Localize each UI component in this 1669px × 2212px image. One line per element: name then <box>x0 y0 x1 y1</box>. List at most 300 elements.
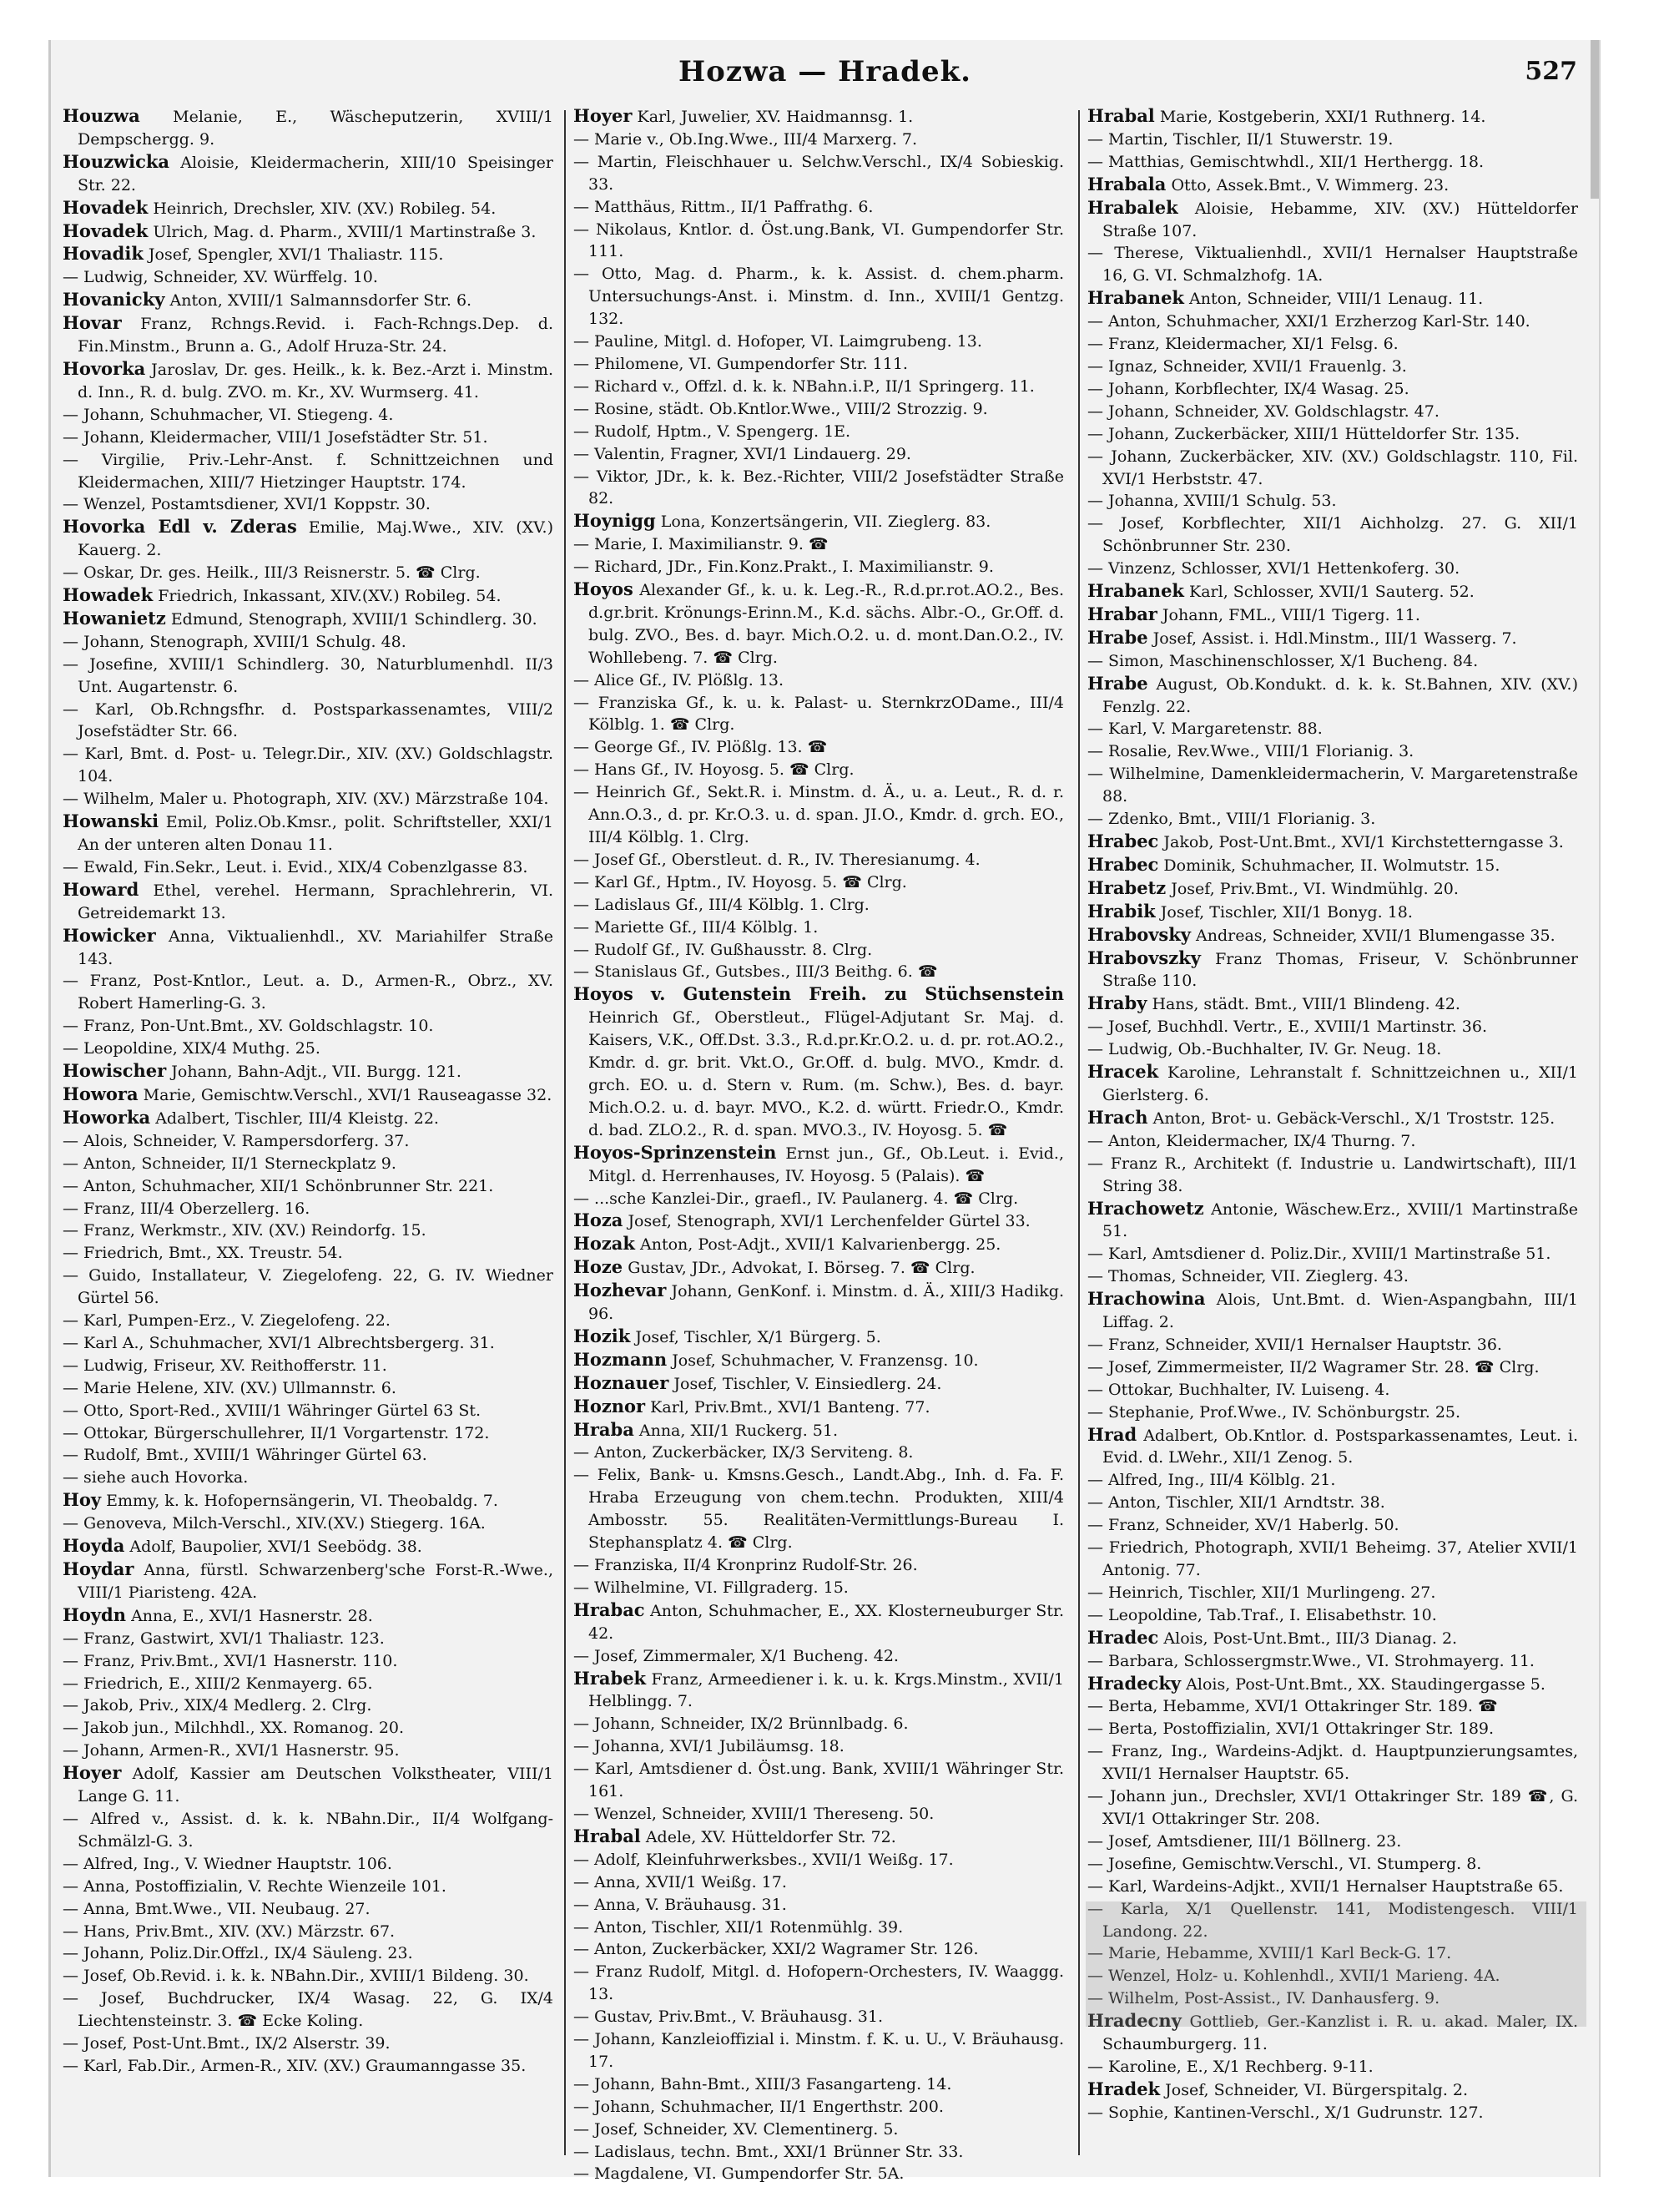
entry-details: — Richard v., Offzl. d. k. k. NBahn.i.P., II/1 Springerg. 11. <box>573 376 1035 396</box>
entry-surname: Hrad <box>1087 1423 1137 1445</box>
entry-details: — Josef, Buchdrucker, IX/4 Wasag. 22, G. IX/4 Liechtensteinstr. 3. ☎ Ecke Koling. <box>63 1989 553 2031</box>
directory-entry <box>1087 1876 1578 1898</box>
directory-entry <box>1087 311 1578 333</box>
entry-details: Melanie, E., Wäscheputzerin, XVIII/1 Dempschergg. 9. <box>78 108 553 149</box>
entry-details: — Hans, Priv.Bmt., XIV. (XV.) Märzstr. 67. <box>63 1922 396 1941</box>
entry-details: Edmund, Stenograph, XVIII/1 Schindlerg. 30. <box>170 609 537 629</box>
directory-entry <box>1087 1401 1578 1424</box>
entry-details: Anna, Viktualienhdl., XV. Mariahilfer Straße 143. <box>78 927 553 968</box>
directory-entry <box>1087 877 1578 901</box>
entry-details: August, Ob.Kondukt. d. k. k. St.Bahnen, XIV. (XV.) Fenzlg. 22. <box>1102 674 1578 716</box>
entry-details: Ernst jun., Gf., Ob.Leut. i. Evid., Mitgl. d. Herrenhauses, IV. Hoyosg. 5 (Palais). ☎ <box>588 1144 1064 1185</box>
entry-details: — Zdenko, Bmt., VIII/1 Florianig. 3. <box>1087 810 1376 829</box>
entry-surname: Hrabovszky <box>1087 947 1201 968</box>
entry-details: — Johann, Schuhmacher, II/1 Engerthstr. 200. <box>573 2097 944 2116</box>
entry-surname: Hradec <box>1087 1626 1159 1648</box>
directory-entry <box>1087 1379 1578 1401</box>
entry-details: — Franz, Kleidermacher, XI/1 Felsg. 6. <box>1087 335 1399 354</box>
directory-entry <box>1087 1265 1578 1288</box>
entry-details: — Otto, Mag. d. Pharm., k. k. Assist. d. chem.pharm. Untersuchungs-Anst. i. Minstm. d. Inn., XVIII/1 Gentzg. 132. <box>573 265 1064 329</box>
entry-details: — siehe auch Hovorka. <box>63 1468 249 1487</box>
entry-details: Anton, XVIII/1 Salmannsdorfer Str. 6. <box>169 291 472 311</box>
directory-entry <box>573 1713 1064 1735</box>
entry-details: — Karl A., Schuhmacher, XVI/1 Albrechtsbergerg. 31. <box>63 1333 495 1352</box>
directory-entry <box>1087 1650 1578 1673</box>
directory-entry <box>573 939 1064 962</box>
directory-entry <box>1087 2102 1578 2124</box>
entry-details: Hans, städt. Bmt., VIII/1 Blindeng. 42. <box>1152 995 1460 1014</box>
directory-entry <box>63 1332 553 1355</box>
entry-details: — Ludwig, Ob.-Buchhalter, IV. Gr. Neug. 18. <box>1087 1040 1442 1059</box>
directory-entry <box>1087 513 1578 558</box>
directory-entry <box>573 1210 1064 1233</box>
directory-entry <box>63 699 553 744</box>
entry-details: Lona, Konzertsängerin, VII. Zieglerg. 83. <box>660 513 991 532</box>
entry-details: Marie, Kostgeberin, XXI/1 Ruthnerg. 14. <box>1159 108 1486 126</box>
entry-details: Jaroslav, Dr. ges. Heilk., k. k. Bez.-Arzt i. Minstm. d. Inn., R. d. bulg. ZVO. m. Kr., XV. Wurmserg. 41. <box>78 360 553 401</box>
directory-entry <box>573 781 1064 849</box>
directory-entry <box>1087 1492 1578 1514</box>
entry-details: — Genoveva, Milch-Verschl., XIV.(XV.) Stiegerg. 16A. <box>63 1514 486 1533</box>
entry-details: — Karl, Pumpen-Erz., V. Ziegelofeng. 22. <box>63 1311 391 1331</box>
directory-entry <box>63 1444 553 1467</box>
directory-entry <box>63 266 553 289</box>
directory-entry <box>1087 1831 1578 1853</box>
entry-details: — Wilhelmine, Damenkleidermacherin, V. Margaretenstraße 88. <box>1087 765 1578 806</box>
entry-details: — Josefine, XVIII/1 Schindlerg. 30, Naturblumenhdl. II/3 Unt. Augartenstr. 6. <box>63 654 553 696</box>
entry-details: — Marie Helene, XIV. (XV.) Ullmannstr. 6. <box>63 1378 396 1397</box>
entry-details: Johann, GenKonf. i. Minstm. d. Ä., XIII/3 Hadikg. 96. <box>588 1282 1064 1324</box>
entry-details: Heinrich Gf., Oberstleut., Flügel-Adjutant Sr. Maj. d. Kaisers, V.K., Off.Dst. 3.3., R.d.pr.Kr.O.2. u. d. pr. rot.AO.2., Kmdr. d. gr. brit. Vkt.O., Gr.Off. d. bulg. MVO., Kmdr. d. grch. EO. u. d. Stern v. Rum. (m. Schw.), Bes. d. bayr. Mich.O.2. u. d. bayr. MVO., K.2. d. württ. Friedr.O., Kmdr. d. bad. ZLO.2., R. d. span. MVO.3., IV. Hoyosg. 5. ☎ <box>588 1008 1064 1139</box>
entry-details: Jakob, Post-Unt.Bmt., XVI/1 Kirchstetterngasse 3. <box>1163 833 1564 851</box>
directory-page <box>48 40 1601 2184</box>
entry-details: — Johann, Schuhmacher, VI. Stiegeng. 4. <box>63 405 394 424</box>
directory-entry <box>1087 1424 1578 1470</box>
directory-entry <box>1087 947 1578 993</box>
directory-entry <box>573 1142 1064 1188</box>
entry-details: Adalbert, Tischler, III/4 Kleistg. 22. <box>155 1109 439 1128</box>
directory-entry <box>573 2096 1064 2119</box>
entry-details: Gottlieb, Ger.-Kanzlist i. R. u. akad. Maler, IX. Schaumburgerg. 11. <box>1102 2013 1579 2054</box>
entry-details: Ethel, verehel. Hermann, Sprachlehrerin, VI. Getreidemarkt 13. <box>78 881 553 922</box>
directory-entry <box>63 220 553 244</box>
entry-details: — Karl, Fab.Dir., Armen-R., XIV. (XV.) Graumanngasse 35. <box>63 2056 527 2075</box>
entry-details: — Anton, Schuhmacher, XXI/1 Erzherzog Karl-Str. 140. <box>1087 312 1530 331</box>
entry-details: — Josefine, Gemischtw.Verschl., VI. Stumperg. 8. <box>1087 1854 1482 1873</box>
entry-details: — Johann, Schneider, XV. Goldschlagstr. 47. <box>1087 401 1440 421</box>
entry-details: — Rosine, städt. Ob.Kntlor.Wwe., VIII/2 Strozzig. 9. <box>573 399 988 418</box>
entry-details: — Franz R., Architekt (f. Industrie u. Landwirtschaft), III/1 String 38. <box>1087 1154 1578 1195</box>
directory-entry <box>63 1628 553 1650</box>
directory-entry <box>1087 1288 1578 1334</box>
entry-details: — Oskar, Dr. ges. Heilk., III/3 Reisnerstr. 5. ☎ Clrg. <box>63 563 481 583</box>
entry-details: — Franz, Schneider, XV/1 Haberlg. 50. <box>1087 1516 1399 1535</box>
directory-entry <box>63 2055 553 2078</box>
entry-surname: Hoydn <box>63 1603 127 1625</box>
entry-details: Franz, Armeediener i. k. u. k. Krgs.Minstm., XVII/1 Helblingg. 7. <box>588 1669 1064 1711</box>
entry-details: — Berta, Postoffizialin, XVI/1 Ottakringer Str. 189. <box>1087 1720 1495 1739</box>
directory-entry <box>573 961 1064 983</box>
directory-entry <box>63 608 553 631</box>
directory-entry <box>573 466 1064 511</box>
directory-entry <box>63 151 553 197</box>
entry-details: Franz, Rchngs.Revid. i. Fach-Rchngs.Dep. d. Fin.Minstm., Brunn a. G., Adolf Hruza-Str. 24. <box>78 315 553 356</box>
entry-details: Josef, Schneider, VI. Bürgerspitalg. 2. <box>1165 2080 1469 2099</box>
entry-surname: Howard <box>63 878 139 900</box>
entry-surname: Hoyer <box>63 1762 122 1784</box>
faded-stamp <box>1086 1901 1586 2027</box>
entry-details: Anna, fürstl. Schwarzenberg'sche Forst-R.-Wwe., VIII/1 Piaristeng. 42A. <box>78 1561 553 1602</box>
directory-entry <box>573 196 1064 219</box>
directory-entry <box>573 263 1064 331</box>
directory-entry <box>573 894 1064 917</box>
directory-entry <box>573 2141 1064 2164</box>
entry-details: — Matthäus, Rittm., II/1 Paffrathg. 6. <box>573 197 874 216</box>
entry-details: — Wilhelm, Maler u. Photograph, XIV. (XV.) Märzstraße 104. <box>63 790 549 809</box>
directory-entry <box>63 584 553 608</box>
directory-entry <box>63 358 553 404</box>
entry-details: — Rudolf Gf., IV. Gußhausstr. 8. Clrg. <box>573 940 873 959</box>
entry-surname: Howadek <box>63 584 154 606</box>
entry-surname: Hoyer <box>573 105 633 126</box>
entry-details: — Therese, Viktualienhdl., XVII/1 Hernalser Hauptstraße 16, G. VI. Schmalzhofg. 1A. <box>1087 244 1578 285</box>
entry-details: — Johann jun., Drechsler, XVI/1 Ottakringer Str. 189 ☎, G. XVI/1 Ottakringer Str. 208. <box>1087 1787 1578 1828</box>
entry-surname: Hozik <box>573 1325 631 1346</box>
directory-entry <box>573 692 1064 737</box>
directory-entry <box>573 917 1064 939</box>
directory-entry <box>1087 174 1578 197</box>
entry-details: — Rudolf, Hptm., V. Spengerg. 1E. <box>573 422 851 441</box>
directory-entry <box>63 562 553 584</box>
entry-details: — Guido, Installateur, V. Ziegelofeng. 22, G. IV. Wiedner Gürtel 56. <box>63 1266 553 1308</box>
entry-details: Johann, FML., VIII/1 Tigerg. 11. <box>1162 605 1420 624</box>
entry-surname: Hrabal <box>1087 105 1155 126</box>
entry-details: — Anton, Tischler, XII/1 Arndtstr. 38. <box>1087 1493 1385 1513</box>
entry-details: Adele, XV. Hütteldorfer Str. 72. <box>645 1827 896 1846</box>
entry-details: — Ottokar, Buchhalter, IV. Luiseng. 4. <box>1087 1380 1390 1399</box>
directory-entry <box>1087 627 1578 650</box>
directory-entry <box>573 219 1064 264</box>
directory-entry <box>1087 650 1578 673</box>
directory-entry <box>1087 490 1578 513</box>
directory-entry <box>1087 242 1578 287</box>
directory-entry <box>63 1400 553 1422</box>
entry-details: Alois, Unt.Bmt. d. Wien-Aspangbahn, III/1 Liffag. 2. <box>1102 1290 1578 1332</box>
directory-entry <box>63 1558 553 1604</box>
page-header <box>51 50 1599 100</box>
directory-entry <box>1087 1673 1578 1696</box>
directory-entry <box>63 1015 553 1038</box>
entry-surname: Hovorka <box>63 357 146 379</box>
entry-details: — Heinrich, Tischler, XII/1 Murlingeng. 27. <box>1087 1583 1436 1602</box>
entry-details: — Karl, Wardeins-Adjkt., XVII/1 Hernalser Hauptstraße 65. <box>1087 1876 1564 1896</box>
entry-details: — Johann, Poliz.Dir.Offzl., IX/4 Säuleng. 23. <box>63 1944 413 1963</box>
entry-surname: Hrabar <box>1087 603 1157 624</box>
directory-entry <box>1087 1198 1578 1244</box>
directory-entry <box>573 1758 1064 1803</box>
entry-surname: Hraba <box>573 1418 634 1440</box>
entry-details: Karoline, Lehranstalt f. Schnittzeichnen u., XII/1 Gierlsterg. 6. <box>1102 1063 1578 1104</box>
entry-surname: Hoyos <box>573 578 633 600</box>
directory-entry <box>573 1280 1064 1326</box>
directory-entry <box>63 1513 553 1535</box>
entry-details: Karl, Schlosser, XVII/1 Sauterg. 52. <box>1189 583 1475 602</box>
entry-surname: Hrabal <box>573 1825 641 1846</box>
entry-surname: Hradecny <box>1087 2010 1182 2032</box>
directory-entry <box>573 1464 1064 1554</box>
entry-details: — Johann, Korbflechter, IX/4 Wasag. 25. <box>1087 379 1409 398</box>
directory-entry <box>573 1668 1064 1714</box>
entry-details: Aloisie, Hebamme, XIV. (XV.) Hütteldorfer Straße 107. <box>1102 199 1578 240</box>
entry-surname: Hracek <box>1087 1061 1159 1083</box>
entry-details: Emilie, Maj.Wwe., XIV. (XV.) Kauerg. 2. <box>78 518 554 560</box>
entry-surname: Hovadek <box>63 196 149 218</box>
entry-details: Marie, Gemischtw.Verschl., XVI/1 Rauseagasse 32. <box>143 1085 552 1104</box>
directory-entry <box>573 983 1064 1141</box>
directory-entry <box>1087 423 1578 446</box>
directory-entry <box>63 1310 553 1332</box>
entry-details: — Virgilie, Priv.-Lehr-Anst. f. Schnittzeichnen und Kleidermachen, XIII/7 Hietzinger Hauptstr. 174. <box>63 450 553 492</box>
entry-details: — Johanna, XVIII/1 Schulg. 53. <box>1087 492 1337 511</box>
entry-details: Friedrich, Inkassant, XIV.(XV.) Robileg. 54. <box>158 587 502 606</box>
directory-entry <box>1087 580 1578 604</box>
entry-details: — Johann, Schneider, IX/2 Brünnlbadg. 6. <box>573 1715 909 1734</box>
entry-details: — Anna, Bmt.Wwe., VII. Neubaug. 27. <box>63 1899 371 1918</box>
entry-details: — ...sche Kanzlei-Dir., graefl., IV. Paulanerg. 4. ☎ Clrg. <box>573 1189 1019 1208</box>
entry-details: Josef, Tischler, XII/1 Bonyg. 18. <box>1160 902 1413 922</box>
entry-details: — Richard, JDr., Fin.Konz.Prakt., I. Maximilianstr. 9. <box>573 558 994 577</box>
entry-details: — Johann, Zuckerbäcker, XIV. (XV.) Goldschlagstr. 110, Fil. XVI/1 Herbststr. 47. <box>1087 447 1578 488</box>
entry-details: — Anton, Schuhmacher, XII/1 Schönbrunner Str. 221. <box>63 1176 494 1195</box>
entry-details: — Karl, Amtsdiener d. Poliz.Dir., XVIII/1 Martinstraße 51. <box>1087 1245 1551 1264</box>
directory-entry <box>573 849 1064 871</box>
entry-surname: Houzwa <box>63 105 140 126</box>
entry-details: — Franz, Ing., Wardeins-Adjkt. d. Hauptpunzierungsamtes, XVII/1 Hernalser Hauptstr. 65. <box>1087 1742 1578 1784</box>
directory-entry <box>1087 2078 1578 2102</box>
directory-entry <box>1087 992 1578 1016</box>
directory-entry <box>63 312 553 358</box>
directory-entry <box>63 1604 553 1628</box>
entry-details: Alexander Gf., k. u. k. Leg.-R., R.d.pr.rot.AO.2., Bes. d.gr.brit. Krönungs-Erinn.M., K.d. sächs. Albr.-O., Gr.Off. d. bulg. ZVO., Bes. d. bayr. Mich.O.2. u. d. mont.Dan.O.2., IV. Wohllebeng. 7. ☎ Clrg. <box>588 581 1064 667</box>
directory-entry <box>1087 197 1578 243</box>
entry-details: — Josef, Schneider, XV. Clementinerg. 5. <box>573 2119 899 2139</box>
entry-details: — Ewald, Fin.Sekr., Leut. i. Evid., XIX/4 Cobenzlgasse 83. <box>63 857 528 876</box>
directory-entry <box>573 1256 1064 1280</box>
directory-entry <box>63 449 553 494</box>
directory-entry <box>573 1894 1064 1917</box>
directory-entry <box>1087 446 1578 491</box>
entry-details: — Jakob, Priv., XIX/4 Medlerg. 2. Clrg. <box>63 1696 372 1715</box>
directory-entry <box>63 1673 553 1695</box>
directory-entry <box>63 493 553 516</box>
directory-entry <box>573 533 1064 556</box>
directory-entry <box>1087 356 1578 378</box>
directory-entry <box>1087 1469 1578 1492</box>
directory-entry <box>573 1735 1064 1758</box>
entry-surname: Hoydar <box>63 1558 134 1579</box>
entry-details: Andreas, Schneider, XVII/1 Blumengasse 35. <box>1196 926 1556 945</box>
directory-entry <box>573 736 1064 759</box>
directory-entry <box>63 289 553 312</box>
entry-surname: Hozmann <box>573 1348 668 1370</box>
directory-entry <box>63 516 553 562</box>
directory-entry <box>63 1175 553 1198</box>
entry-surname: Hovadik <box>63 243 144 265</box>
directory-entry <box>63 1942 553 1965</box>
entry-details: — Rosalie, Rev.Wwe., VIII/1 Florianig. 3. <box>1087 742 1414 761</box>
entry-details: — Josef, Amtsdiener, III/1 Böllnerg. 23. <box>1087 1831 1402 1851</box>
directory-entry <box>1087 1356 1578 1379</box>
directory-entry <box>573 1188 1064 1210</box>
entry-details: Anton, Brot- u. Gebäck-Verschl., X/1 Troststr. 125. <box>1152 1109 1556 1128</box>
entry-details: Aloisie, Kleidermacherin, XIII/10 Speisinger Str. 22. <box>78 153 553 194</box>
directory-entry <box>573 1577 1064 1599</box>
directory-entry <box>1087 2056 1578 2078</box>
directory-entry <box>63 1220 553 1242</box>
directory-entry <box>573 1826 1064 1849</box>
directory-entry <box>573 871 1064 894</box>
entry-surname: Howorka <box>63 1106 151 1128</box>
entry-details: — Leopoldine, Tab.Traf., I. Elisabethstr. 10. <box>1087 1605 1437 1624</box>
entry-surname: Hozak <box>573 1233 635 1255</box>
directory-entry <box>63 1762 553 1808</box>
directory-entry <box>573 421 1064 443</box>
directory-entry <box>1087 151 1578 174</box>
entry-surname: Hrabetz <box>1087 876 1167 898</box>
directory-entry <box>573 105 1064 129</box>
entry-details: — Marie v., Ob.Ing.Wwe., III/4 Marxerg. 7. <box>573 129 918 149</box>
entry-details: Emil, Poliz.Ob.Kmsr., polit. Schriftsteller, XXI/1 An der unteren alten Donau 11. <box>78 813 553 854</box>
entry-details: — Alice Gf., IV. Plößlg. 13. <box>573 670 784 689</box>
directory-entry <box>63 1107 553 1130</box>
entry-details: — Josef, Buchhdl. Vertr., E., XVIII/1 Martinstr. 36. <box>1087 1018 1487 1037</box>
directory-entry <box>63 1876 553 1898</box>
entry-surname: Hrabovsky <box>1087 923 1191 945</box>
directory-entry <box>63 1694 553 1717</box>
directory-entry <box>1087 1514 1578 1537</box>
column-divider <box>1078 110 1080 2155</box>
entry-details: Adalbert, Ob.Kntlor. d. Postsparkassenamtes, Leut. i. Evid. d. LWehr., XII/1 Zenog. 5. <box>1102 1426 1578 1467</box>
entry-surname: Houzwicka <box>63 150 170 172</box>
entry-details: — George Gf., IV. Plößlg. 13. ☎ <box>573 738 828 757</box>
directory-entry <box>63 197 553 220</box>
entry-details: — Franz, Schneider, XVII/1 Hernalser Hauptstr. 36. <box>1087 1335 1502 1354</box>
entry-details: Dominik, Schuhmacher, II. Wolmutstr. 15. <box>1163 856 1500 875</box>
entry-surname: Hovanicky <box>63 289 165 311</box>
entry-details: — Karl, V. Margaretenstr. 88. <box>1087 720 1323 739</box>
entry-surname: Hoyda <box>63 1535 125 1557</box>
directory-entry <box>1087 1627 1578 1650</box>
entry-details: Josef, Stenograph, XVI/1 Lerchenfelder Gürtel 33. <box>628 1212 1031 1231</box>
directory-entry <box>573 1849 1064 1871</box>
entry-details: — Valentin, Fragner, XVI/1 Lindauerg. 29. <box>573 444 911 463</box>
entry-details: — Thomas, Schneider, VII. Zieglerg. 43. <box>1087 1267 1409 1286</box>
entry-details: Heinrich, Drechsler, XIV. (XV.) Robileg. 54. <box>153 199 497 218</box>
entry-details: — Friedrich, E., XIII/2 Kenmayerg. 65. <box>63 1674 373 1693</box>
directory-entry <box>573 129 1064 151</box>
directory-entry <box>573 398 1064 421</box>
entry-details: — Anton, Zuckerbäcker, XXI/2 Wagramer Str. 126. <box>573 1940 979 1959</box>
entry-details: — Magdalene, VI. Gumpendorfer Str. 5A. <box>573 2164 905 2184</box>
entry-details: — Karl, Bmt. d. Post- u. Telegr.Dir., XIV. (XV.) Goldschlagstr. 104. <box>63 745 553 786</box>
directory-entry <box>1087 604 1578 627</box>
entry-details: — Wilhelm, Post-Assist., IV. Danhausferg. 9. <box>1087 1989 1440 2008</box>
directory-entry <box>573 556 1064 578</box>
entry-surname: Hrachowina <box>1087 1288 1206 1310</box>
directory-entry <box>573 2028 1064 2073</box>
directory-entry <box>63 1038 553 1060</box>
entry-details: Anton, Schneider, VIII/1 Lenaug. 11. <box>1189 290 1484 309</box>
directory-entry <box>573 2163 1064 2185</box>
directory-entry <box>63 1153 553 1175</box>
entry-details: — Jakob jun., Milchhdl., XX. Romanog. 20. <box>63 1719 405 1738</box>
entry-details: — Vinzenz, Schlosser, XVI/1 Hettenkoferg. 30. <box>1087 559 1460 578</box>
directory-entry <box>573 2073 1064 2096</box>
directory-entry <box>63 1898 553 1921</box>
entry-details: — Felix, Bank- u. Kmsns.Gesch., Landt.Abg., Inh. d. Fa. F. Hraba Erzeugung von chem.techn. Produkten, XIII/4 Ambosstr. 55. Realitäten-Vermittlungs-Bureau I. Stephansplatz 4. ☎ Clrg. <box>573 1466 1064 1553</box>
entry-details: Alois, Post-Unt.Bmt., XX. Staudingergasse 5. <box>1186 1674 1545 1694</box>
directory-entry <box>573 1349 1064 1372</box>
entry-details: — Josef, Ob.Revid. i. k. k. NBahn.Dir., XVIII/1 Bildeng. 30. <box>63 1967 529 1986</box>
directory-entry <box>63 1987 553 2033</box>
entry-details: — Ladislaus, techn. Bmt., XXI/1 Brünner Str. 33. <box>573 2142 964 2161</box>
entry-details: Ulrich, Mag. d. Pharm., XVIII/1 Martinstraße 3. <box>153 222 537 241</box>
directory-entry <box>573 510 1064 533</box>
directory-entry <box>573 669 1064 692</box>
entry-details: — Wenzel, Holz- u. Kohlenhdl., XVII/1 Marieng. 4A. <box>1087 1967 1500 1986</box>
entry-details: — Anna, Postoffizialin, V. Rechte Wienzeile 101. <box>63 1876 446 1896</box>
entry-details: — Franziska, II/4 Kronprinz Rudolf-Str. 26. <box>573 1556 918 1574</box>
entry-surname: Howanski <box>63 811 159 832</box>
entry-details: — Viktor, JDr., k. k. Bez.-Richter, VIII/2 Josefstädter Straße 82. <box>573 467 1064 508</box>
entry-details: — Johann, Kanzleioffizial i. Minstm. f. K. u. U., V. Bräuhausg. 17. <box>573 2030 1064 2071</box>
directory-entry <box>1087 1853 1578 1876</box>
directory-entry <box>1087 1016 1578 1038</box>
directory-entry <box>1087 1038 1578 1061</box>
entry-surname: Hrabec <box>1087 853 1159 875</box>
directory-entry <box>63 743 553 788</box>
entry-surname: Howora <box>63 1083 139 1104</box>
directory-entry <box>63 1853 553 1876</box>
column-3 <box>1087 105 1578 2159</box>
directory-entry <box>1087 1582 1578 1604</box>
entry-surname: Hradecky <box>1087 1672 1182 1694</box>
directory-entry <box>573 1233 1064 1256</box>
entry-details: — Heinrich Gf., Sekt.R. i. Minstm. d. Ä., u. a. Leut., R. d. r. Ann.O.3., d. pr. Kr.O.3. u. d. span. JI.O., Kmdr. d. grch. EO., III/4 Kölblg. 1. Clrg. <box>573 783 1064 846</box>
entry-surname: Hoze <box>573 1256 623 1278</box>
directory-entry <box>63 1489 553 1513</box>
entry-details: — Franz, Werkmstr., XIV. (XV.) Reindorfg. 15. <box>63 1221 426 1240</box>
entry-details: — Stephanie, Prof.Wwe., IV. Schönburgstr. 25. <box>1087 1402 1461 1422</box>
directory-entry <box>1087 1604 1578 1627</box>
entry-details: — Adolf, Kleinfuhrwerksbes., XVII/1 Weißg. 17. <box>573 1850 954 1869</box>
entry-details: — Mariette Gf., III/4 Kölblg. 1. <box>573 917 819 937</box>
entry-details: — Franz, III/4 Oberzellerg. 16. <box>63 1199 310 1218</box>
entry-details: — Stanislaus Gf., Gutsbes., III/3 Beithg. 6. ☎ <box>573 962 938 982</box>
entry-details: — Anna, XVII/1 Weißg. 17. <box>573 1872 787 1891</box>
directory-entry <box>63 1535 553 1558</box>
entry-details: Anna, E., XVI/1 Hasnerstr. 28. <box>131 1606 373 1625</box>
directory-entry <box>573 151 1064 196</box>
directory-entry <box>1087 763 1578 808</box>
entry-details: — Karl Gf., Hptm., IV. Hoyosg. 5. ☎ Clrg. <box>573 872 907 891</box>
directory-entry <box>573 1645 1064 1668</box>
entry-details: — Franziska Gf., k. u. k. Palast- u. SternkrzODame., III/4 Kölblg. 1. ☎ Clrg. <box>573 693 1064 735</box>
entry-surname: Hoy <box>63 1489 102 1511</box>
directory-entry <box>63 1242 553 1265</box>
entry-details: — Ludwig, Schneider, XV. Würffelg. 10. <box>63 268 378 287</box>
entry-details: — Matthias, Gemischtwhdl., XII/1 Herthergg. 18. <box>1087 152 1484 171</box>
